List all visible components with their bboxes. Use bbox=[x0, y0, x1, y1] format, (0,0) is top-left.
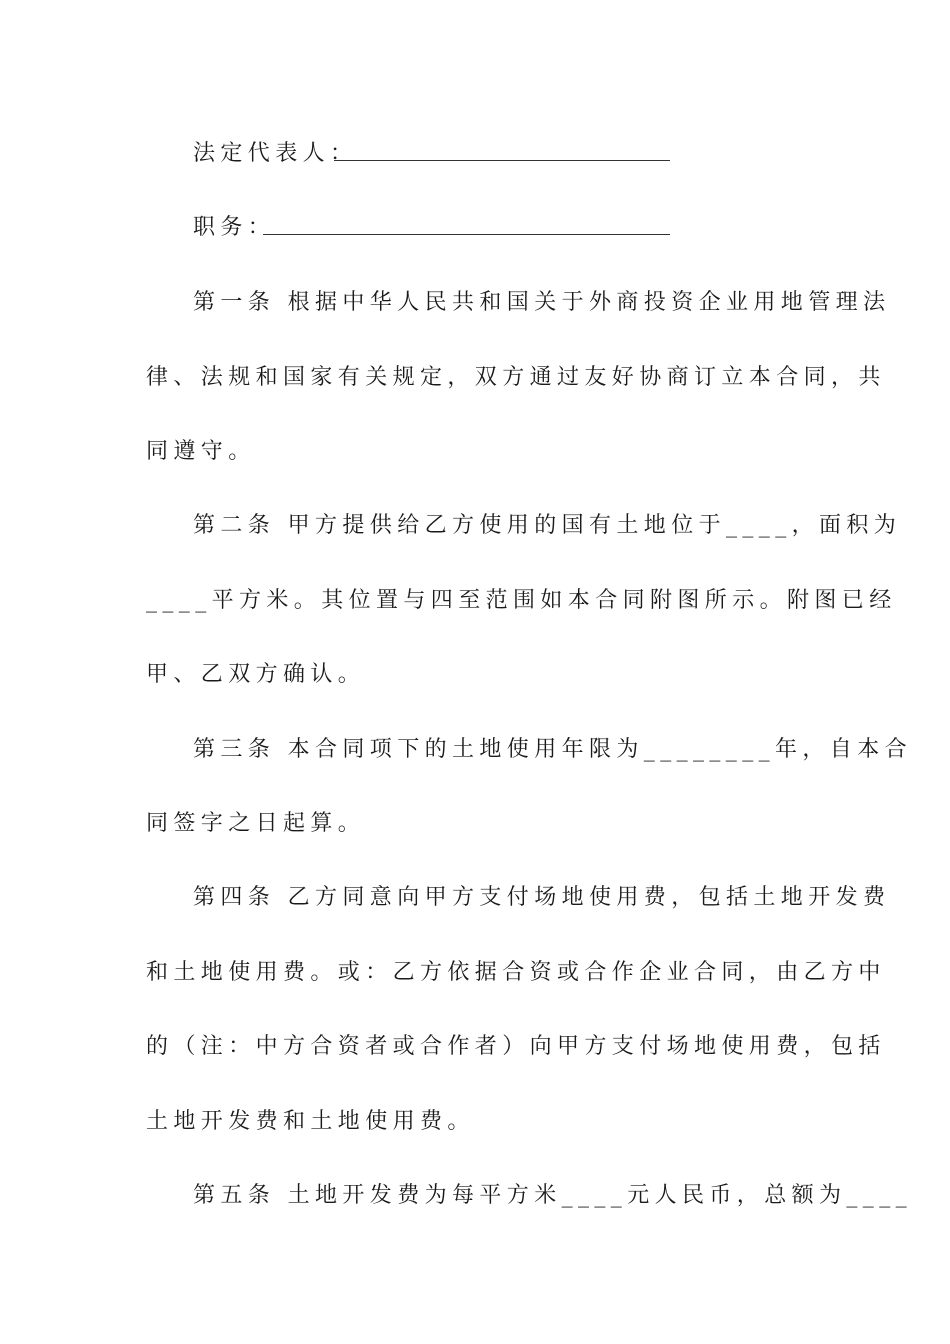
article-4-line-3: 的（注：中方合资者或合作者）向甲方支付场地使用费，包括 bbox=[146, 1034, 886, 1059]
article-4-line-2: 和土地使用费。或：乙方依据合资或合作企业合同，由乙方中 bbox=[146, 960, 886, 985]
article-4-line-1: 第四条 乙方同意向甲方支付场地使用费，包括土地开发费 bbox=[193, 885, 891, 910]
position-blank[interactable] bbox=[263, 234, 670, 235]
legal-representative-field bbox=[193, 139, 806, 169]
article-2-line-3: 甲、乙双方确认。 bbox=[146, 662, 366, 687]
article-3-line-2: 同签字之日起算。 bbox=[146, 811, 366, 836]
article-1-line-3: 同遵守。 bbox=[146, 439, 256, 464]
article-5-line-1: 第五条 土地开发费为每平方米____元人民币，总额为____ bbox=[193, 1183, 912, 1208]
position-label: 职务： bbox=[193, 215, 276, 240]
article-3-line-1: 第三条 本合同项下的土地使用年限为________年，自本合 bbox=[193, 737, 912, 762]
position-field bbox=[193, 213, 806, 243]
article-4-line-4: 土地开发费和土地使用费。 bbox=[146, 1109, 475, 1134]
article-1-line-2: 律、法规和国家有关规定，双方通过友好协商订立本合同，共 bbox=[146, 365, 886, 390]
article-2-line-2: ____平方米。其位置与四至范围如本合同附图所示。附图已经 bbox=[146, 588, 897, 613]
article-1-line-1: 第一条 根据中华人民共和国关于外商投资企业用地管理法 bbox=[193, 290, 891, 315]
legal-representative-label: 法定代表人： bbox=[193, 141, 358, 166]
article-2-line-1: 第二条 甲方提供给乙方使用的国有土地位于____，面积为 bbox=[193, 513, 902, 538]
legal-representative-blank[interactable] bbox=[334, 160, 670, 161]
